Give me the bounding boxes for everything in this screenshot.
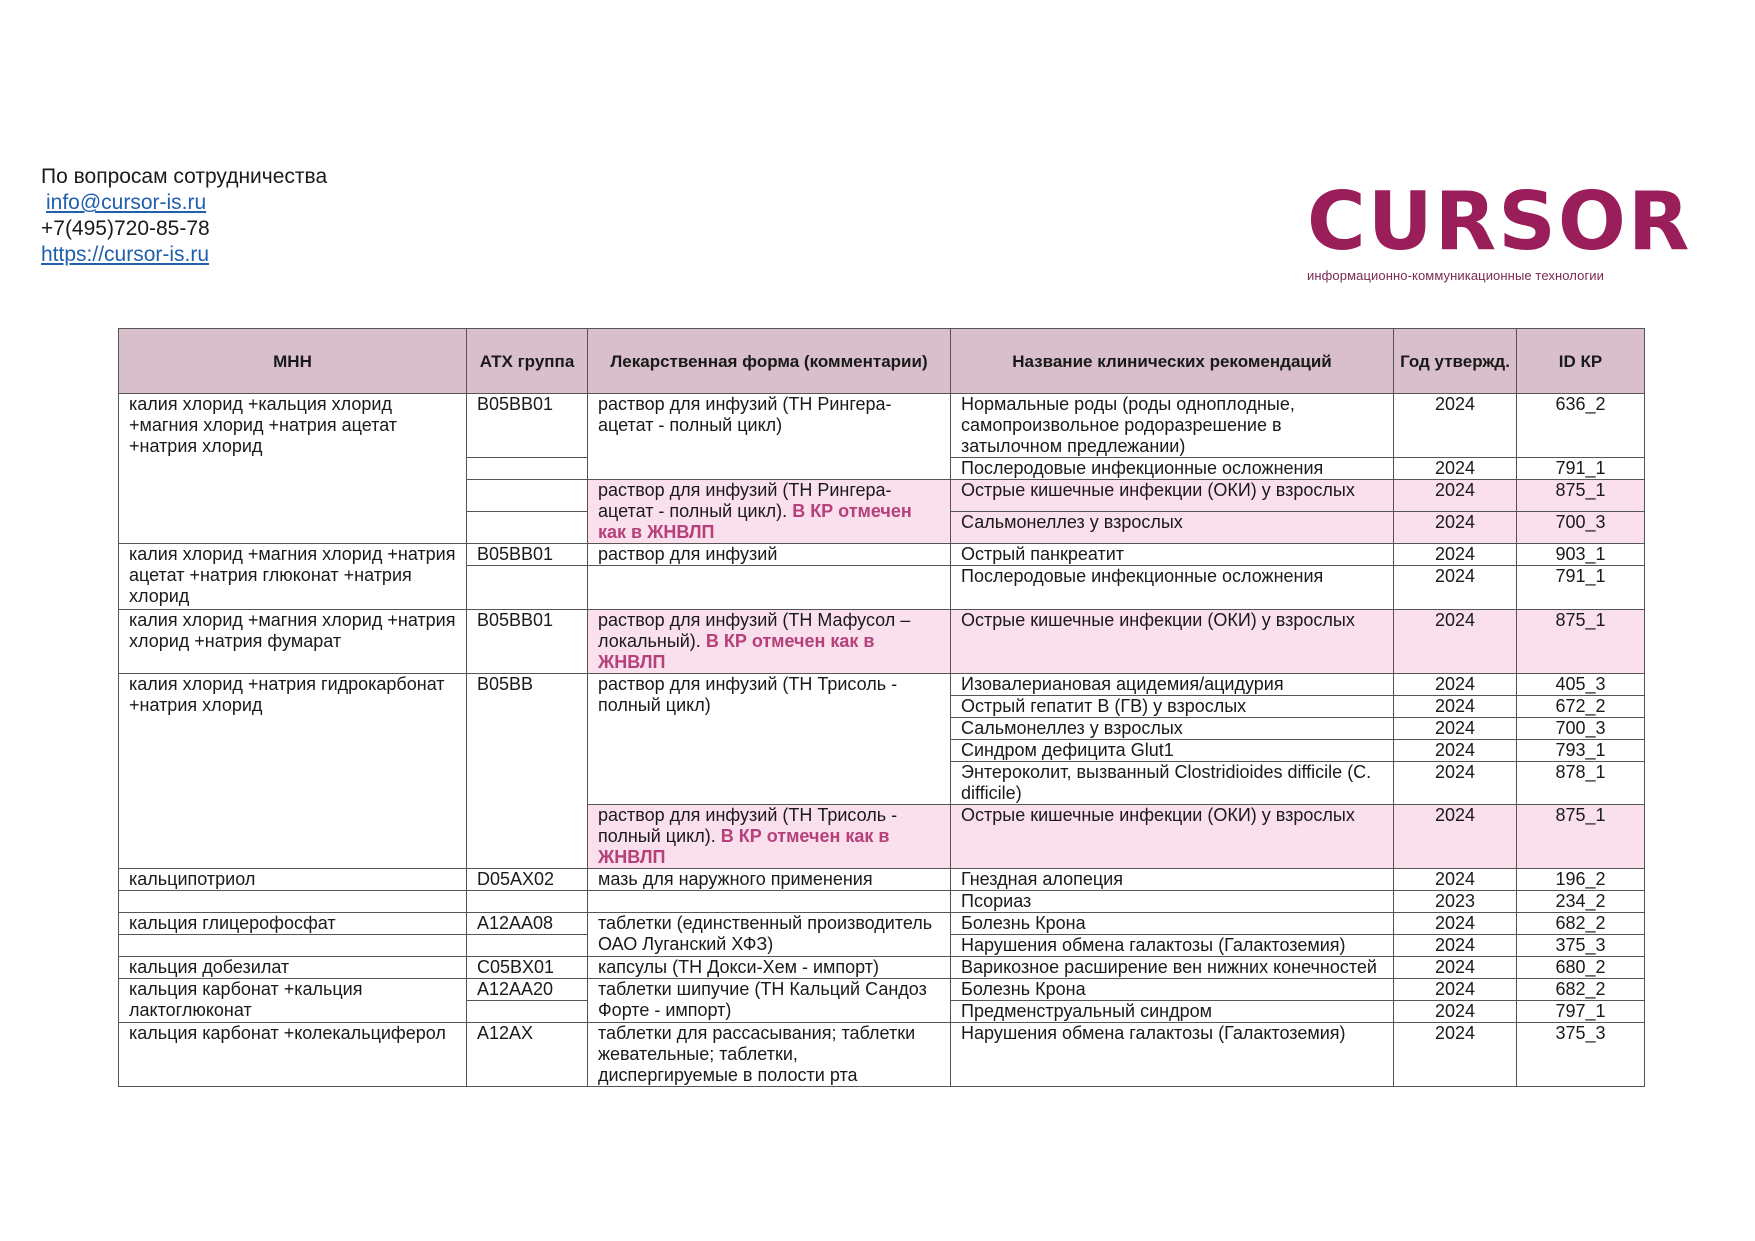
header-mnn: МНН bbox=[119, 329, 467, 394]
year-cell: 2024 bbox=[1394, 913, 1517, 935]
logo-tagline: информационно-коммуникационные технологии bbox=[1307, 268, 1605, 283]
id-cell: 636_2 bbox=[1517, 394, 1645, 458]
id-cell: 682_2 bbox=[1517, 913, 1645, 935]
mnn-cell: калия хлорид +магния хлорид +натрия хлорид +натрия фумарат bbox=[119, 610, 467, 674]
id-cell: 791_1 bbox=[1517, 566, 1645, 610]
id-cell: 672_2 bbox=[1517, 696, 1645, 718]
id-cell: 791_1 bbox=[1517, 458, 1645, 480]
atx-cell: B05BB01 bbox=[467, 544, 588, 566]
year-cell: 2024 bbox=[1394, 869, 1517, 891]
cursor-logo bbox=[1307, 175, 1692, 283]
atx-cell bbox=[467, 512, 588, 544]
year-cell: 2024 bbox=[1394, 957, 1517, 979]
form-cell bbox=[588, 566, 951, 610]
atx-cell bbox=[467, 935, 588, 957]
contact-title: По вопросам сотрудничества bbox=[41, 165, 328, 188]
mnn-cell: кальция карбонат +колекальциферол bbox=[119, 1023, 467, 1087]
rec-cell: Сальмонеллез у взрослых bbox=[951, 718, 1394, 740]
rec-cell: Синдром дефицита Glut1 bbox=[951, 740, 1394, 762]
year-cell: 2024 bbox=[1394, 566, 1517, 610]
form-cell bbox=[588, 610, 951, 674]
id-cell: 375_3 bbox=[1517, 1023, 1645, 1087]
year-cell: 2024 bbox=[1394, 696, 1517, 718]
rec-cell: Острый панкреатит bbox=[951, 544, 1394, 566]
email-link[interactable]: info@cursor-is.ru bbox=[46, 191, 207, 214]
id-cell: 875_1 bbox=[1517, 805, 1645, 869]
zhnvlp-note: В КР отмечен как в ЖНВЛП bbox=[598, 826, 890, 867]
rec-cell: Послеродовые инфекционные осложнения bbox=[951, 566, 1394, 610]
rec-cell: Болезнь Крона bbox=[951, 979, 1394, 1001]
mnn-cell: кальция добезилат bbox=[119, 957, 467, 979]
year-cell: 2024 bbox=[1394, 544, 1517, 566]
form-cell bbox=[588, 891, 951, 913]
id-cell: 875_1 bbox=[1517, 610, 1645, 674]
atx-cell: A12AA20 bbox=[467, 979, 588, 1001]
atx-cell: B05BB bbox=[467, 674, 588, 869]
mnn-cell: кальципотриол bbox=[119, 869, 467, 891]
year-cell: 2023 bbox=[1394, 891, 1517, 913]
table-row bbox=[119, 957, 1645, 979]
form-cell: раствор для инфузий (ТН Трисоль - полный цикл) bbox=[588, 674, 951, 805]
id-cell: 405_3 bbox=[1517, 674, 1645, 696]
id-cell: 903_1 bbox=[1517, 544, 1645, 566]
atx-cell bbox=[467, 458, 588, 480]
mnn-cell: кальция карбонат +кальция лактоглюконат bbox=[119, 979, 467, 1023]
id-cell: 700_3 bbox=[1517, 512, 1645, 544]
year-cell: 2024 bbox=[1394, 394, 1517, 458]
atx-cell: B05BB01 bbox=[467, 394, 588, 458]
header-form: Лекарственная форма (комментарии) bbox=[588, 329, 951, 394]
rec-cell: Острый гепатит В (ГВ) у взрослых bbox=[951, 696, 1394, 718]
form-cell bbox=[588, 805, 951, 869]
id-cell: 878_1 bbox=[1517, 762, 1645, 805]
year-cell: 2024 bbox=[1394, 935, 1517, 957]
table-row bbox=[119, 544, 1645, 566]
form-cell: таблетки шипучие (ТН Кальций Сандоз Форте - импорт) bbox=[588, 979, 951, 1023]
table-row bbox=[119, 674, 1645, 696]
form-text: раствор для инфузий (ТН Мафусол – локальный). bbox=[598, 610, 911, 651]
rec-cell: Варикозное расширение вен нижних конечностей bbox=[951, 957, 1394, 979]
mnn-cell: кальция глицерофосфат bbox=[119, 913, 467, 935]
id-cell: 234_2 bbox=[1517, 891, 1645, 913]
id-cell: 700_3 bbox=[1517, 718, 1645, 740]
rec-cell: Гнездная алопеция bbox=[951, 869, 1394, 891]
form-text: раствор для инфузий (ТН Рингера-ацетат - полный цикл). bbox=[598, 480, 892, 521]
year-cell: 2024 bbox=[1394, 805, 1517, 869]
rec-cell: Сальмонеллез у взрослых bbox=[951, 512, 1394, 544]
year-cell: 2024 bbox=[1394, 1023, 1517, 1087]
atx-cell: A12AA08 bbox=[467, 913, 588, 935]
header-id: ID КР bbox=[1517, 329, 1645, 394]
zhnvlp-note: В КР отмечен как в ЖНВЛП bbox=[598, 501, 912, 542]
atx-cell: D05AX02 bbox=[467, 869, 588, 891]
year-cell: 2024 bbox=[1394, 979, 1517, 1001]
id-cell: 682_2 bbox=[1517, 979, 1645, 1001]
id-cell: 797_1 bbox=[1517, 1001, 1645, 1023]
rec-cell: Нормальные роды (роды одноплодные, самопроизвольное родоразрешение в затылочном предлежании) bbox=[951, 394, 1394, 458]
form-cell: мазь для наружного применения bbox=[588, 869, 951, 891]
mnn-cell: калия хлорид +магния хлорид +натрия ацетат +натрия глюконат +натрия хлорид bbox=[119, 544, 467, 610]
rec-cell: Острые кишечные инфекции (ОКИ) у взрослых bbox=[951, 610, 1394, 674]
table-row bbox=[119, 913, 1645, 935]
rec-cell: Острые кишечные инфекции (ОКИ) у взрослых bbox=[951, 480, 1394, 512]
rec-cell: Нарушения обмена галактозы (Галактоземия) bbox=[951, 1023, 1394, 1087]
rec-cell: Острые кишечные инфекции (ОКИ) у взрослых bbox=[951, 805, 1394, 869]
table-row bbox=[119, 891, 1645, 913]
id-cell: 793_1 bbox=[1517, 740, 1645, 762]
form-cell: раствор для инфузий bbox=[588, 544, 951, 566]
form-cell: капсулы (ТН Докси-Хем - импорт) bbox=[588, 957, 951, 979]
contact-block bbox=[41, 164, 327, 268]
logo-wordmark: CURSOR bbox=[1307, 175, 1692, 268]
year-cell: 2024 bbox=[1394, 1001, 1517, 1023]
drug-table bbox=[118, 328, 1645, 1087]
zhnvlp-note: В КР отмечен как в ЖНВЛП bbox=[598, 631, 875, 672]
rec-cell: Болезнь Крона bbox=[951, 913, 1394, 935]
id-cell: 680_2 bbox=[1517, 957, 1645, 979]
year-cell: 2024 bbox=[1394, 480, 1517, 512]
rec-cell: Псориаз bbox=[951, 891, 1394, 913]
rec-cell: Энтероколит, вызванный Clostridioides difficile (C. difficile) bbox=[951, 762, 1394, 805]
year-cell: 2024 bbox=[1394, 674, 1517, 696]
year-cell: 2024 bbox=[1394, 610, 1517, 674]
table-row bbox=[119, 394, 1645, 458]
atx-cell: A12AX bbox=[467, 1023, 588, 1087]
table-row bbox=[119, 979, 1645, 1001]
atx-cell bbox=[467, 1001, 588, 1023]
form-cell: таблетки для рассасывания; таблетки жевательные; таблетки, диспергируемые в полости рта bbox=[588, 1023, 951, 1087]
table-header-row bbox=[119, 329, 1645, 394]
id-cell: 375_3 bbox=[1517, 935, 1645, 957]
phone-number: +7(495)720-85-78 bbox=[41, 217, 210, 240]
atx-cell: B05BB01 bbox=[467, 610, 588, 674]
table-row bbox=[119, 610, 1645, 674]
table-row bbox=[119, 1023, 1645, 1087]
mnn-cell: калия хлорид +кальция хлорид +магния хлорид +натрия ацетат +натрия хлорид bbox=[119, 394, 467, 544]
header-year: Год утвержд. bbox=[1394, 329, 1517, 394]
year-cell: 2024 bbox=[1394, 718, 1517, 740]
header-atx: АТХ группа bbox=[467, 329, 588, 394]
year-cell: 2024 bbox=[1394, 458, 1517, 480]
rec-cell: Послеродовые инфекционные осложнения bbox=[951, 458, 1394, 480]
mnn-cell bbox=[119, 891, 467, 913]
website-link[interactable]: https://cursor-is.ru bbox=[41, 243, 210, 266]
header-rec: Название клинических рекомендаций bbox=[951, 329, 1394, 394]
year-cell: 2024 bbox=[1394, 740, 1517, 762]
id-cell: 196_2 bbox=[1517, 869, 1645, 891]
mnn-cell: калия хлорид +натрия гидрокарбонат +натрия хлорид bbox=[119, 674, 467, 869]
mnn-cell bbox=[119, 935, 467, 957]
atx-cell bbox=[467, 891, 588, 913]
atx-cell bbox=[467, 566, 588, 610]
id-cell: 875_1 bbox=[1517, 480, 1645, 512]
form-cell bbox=[588, 480, 951, 544]
table-row bbox=[119, 869, 1645, 891]
atx-cell bbox=[467, 480, 588, 512]
year-cell: 2024 bbox=[1394, 512, 1517, 544]
form-text: раствор для инфузий (ТН Трисоль - полный цикл). bbox=[598, 805, 898, 846]
year-cell: 2024 bbox=[1394, 762, 1517, 805]
rec-cell: Нарушения обмена галактозы (Галактоземия) bbox=[951, 935, 1394, 957]
form-cell: раствор для инфузий (ТН Рингера-ацетат - полный цикл) bbox=[588, 394, 951, 480]
rec-cell: Изовалериановая ацидемия/ацидурия bbox=[951, 674, 1394, 696]
form-cell: таблетки (единственный производитель ОАО Луганский ХФЗ) bbox=[588, 913, 951, 957]
atx-cell: C05BX01 bbox=[467, 957, 588, 979]
rec-cell: Предменструальный синдром bbox=[951, 1001, 1394, 1023]
